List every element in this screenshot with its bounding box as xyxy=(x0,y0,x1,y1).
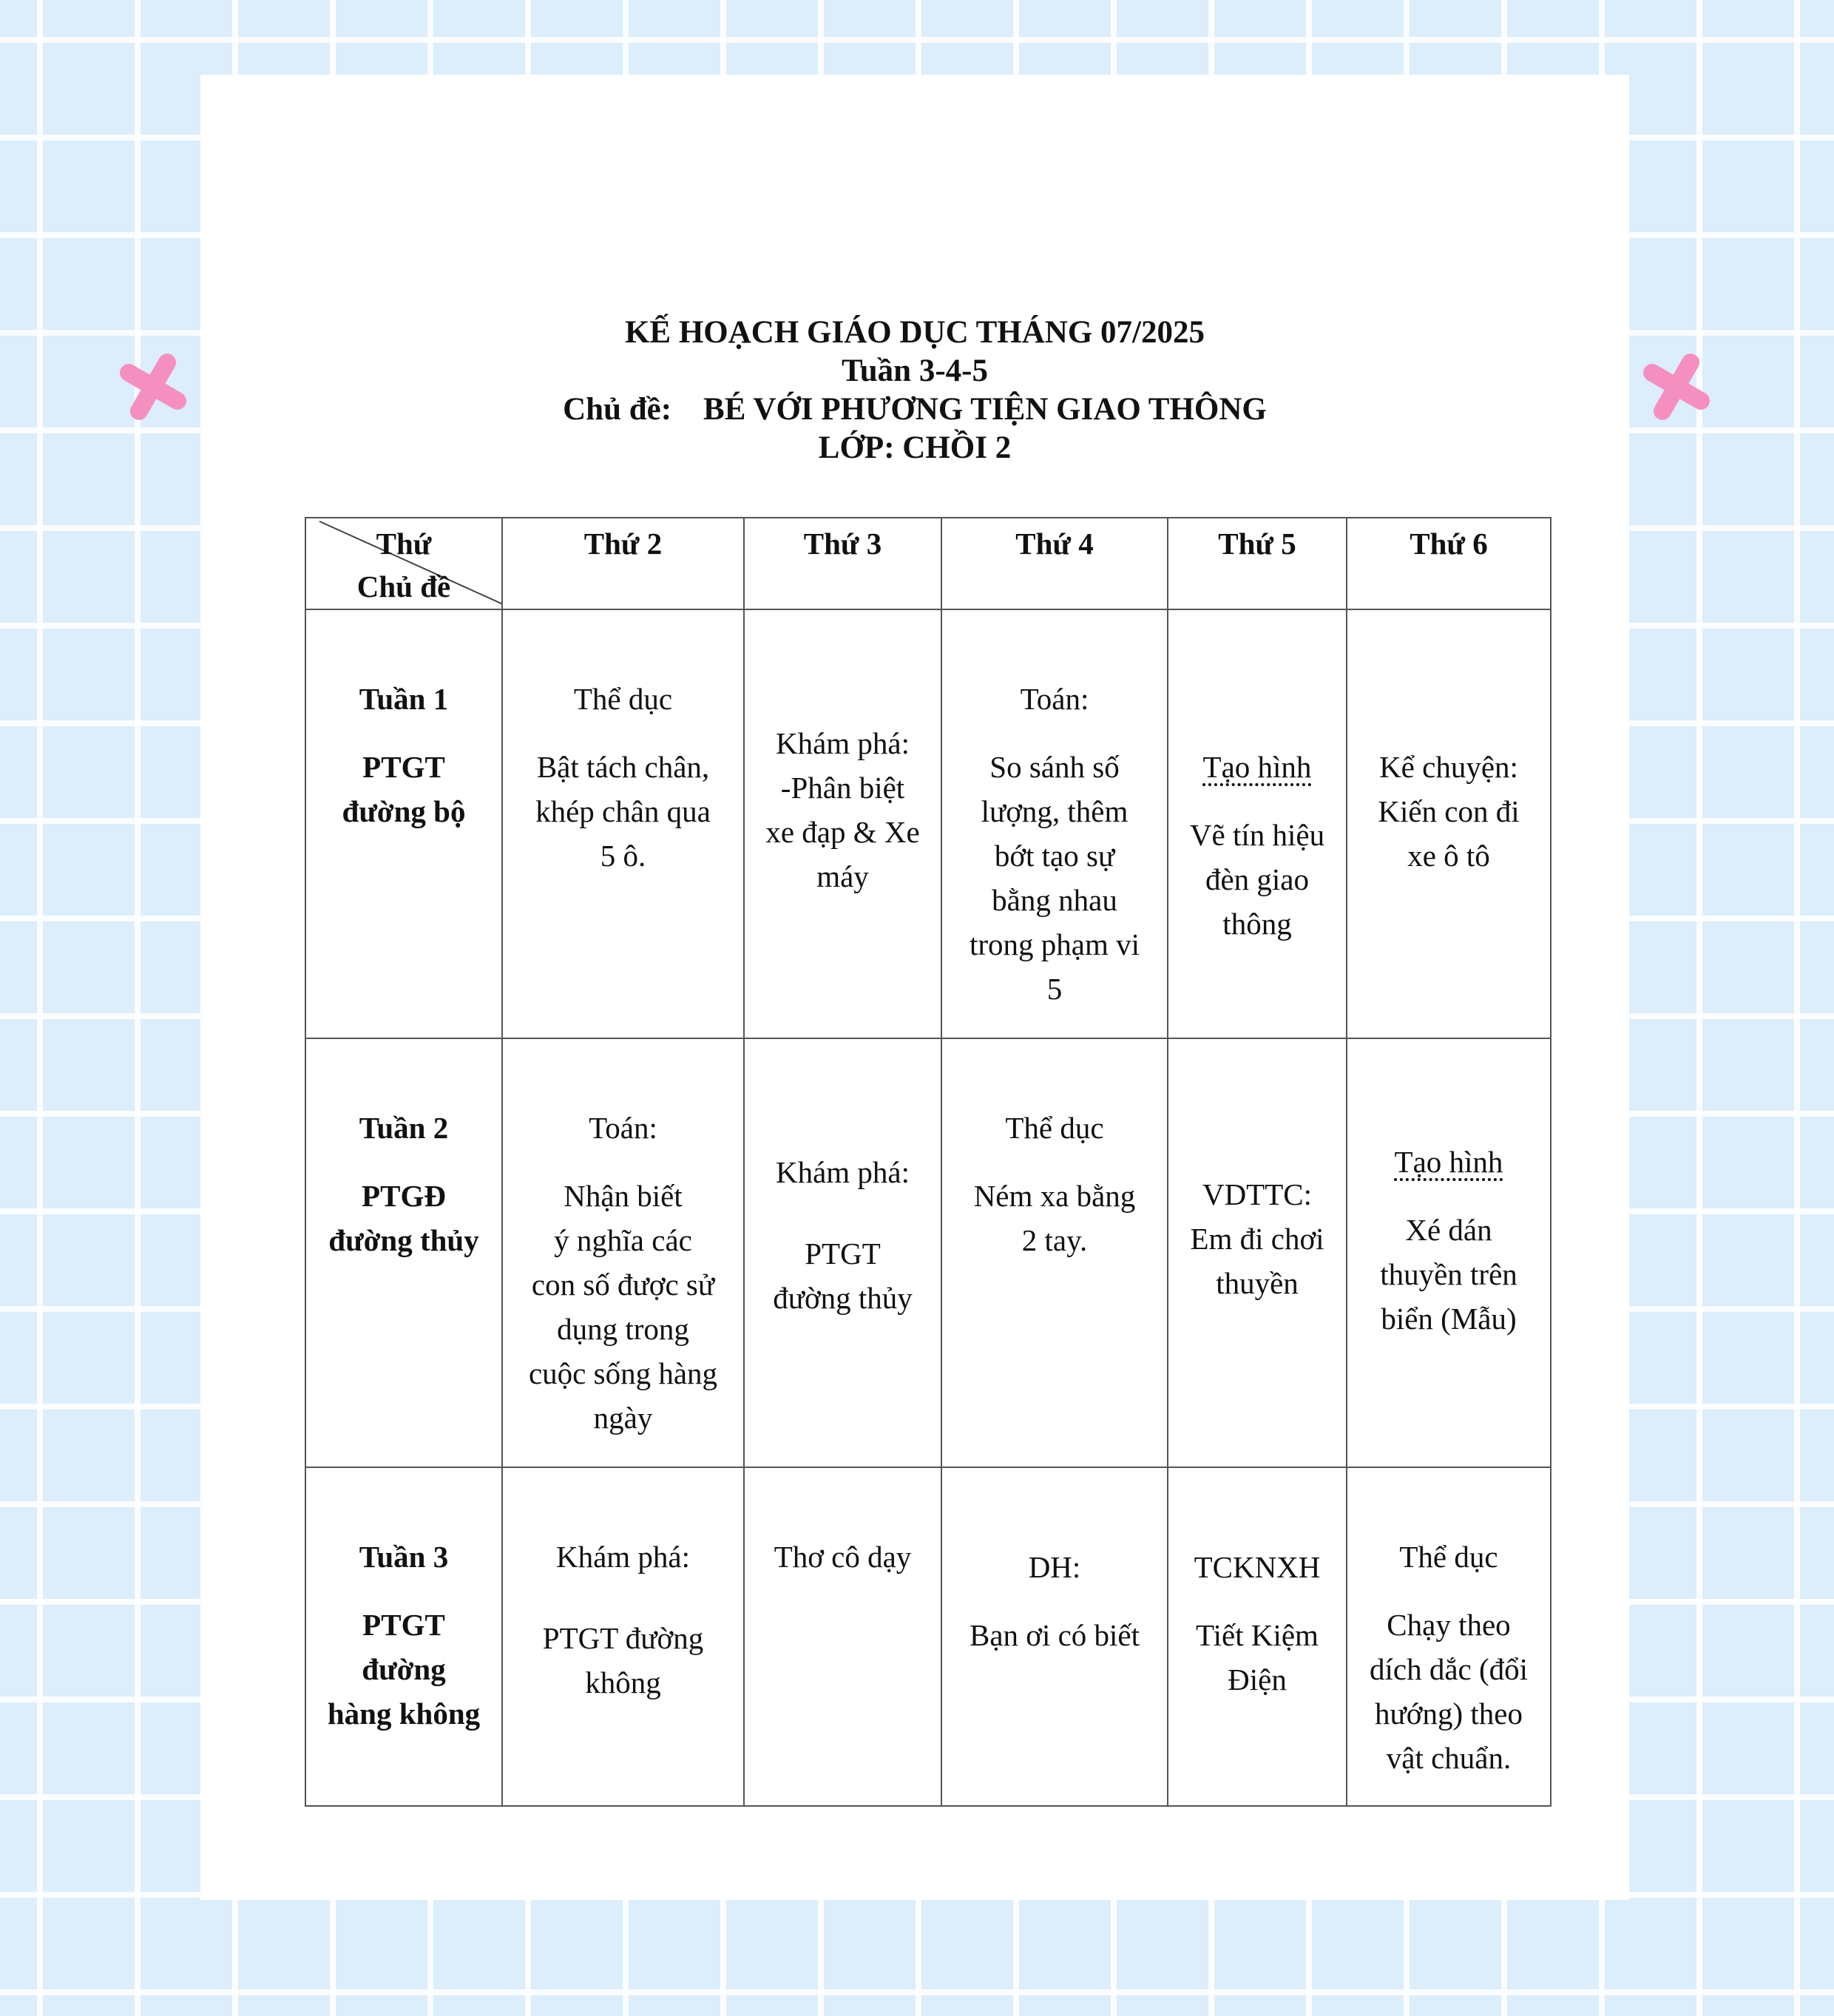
activity-type: TCKNXH xyxy=(1194,1550,1321,1584)
lesson-plan-table xyxy=(305,517,1552,1807)
activity-type: Thể dục xyxy=(1005,1111,1104,1145)
activity-type: VDTTC: xyxy=(1202,1177,1313,1211)
activity-cell xyxy=(1347,1467,1551,1806)
topic-line: đường bộ xyxy=(342,794,466,828)
activity-cell xyxy=(744,1038,941,1467)
activity-line: cuộc sống hàng xyxy=(528,1356,718,1390)
activity-line: PTGT đường xyxy=(542,1621,704,1655)
activity-line: xe đạp & Xe xyxy=(765,815,920,849)
week-topic-cell xyxy=(305,1038,502,1467)
activity-line: -Phân biệt xyxy=(780,771,905,805)
activity-line: Ném xa bằng xyxy=(973,1179,1136,1213)
table-row xyxy=(305,1038,1551,1467)
corner-label-day: Thứ xyxy=(376,527,432,561)
activity-line: con số được sử xyxy=(531,1268,715,1302)
pink-x-decoration-right xyxy=(1636,346,1717,427)
header-row xyxy=(305,518,1551,609)
pink-x-decoration-left xyxy=(112,346,194,427)
topic-line: hàng không xyxy=(327,1697,481,1731)
plan-title: KẾ HOẠCH GIÁO DỤC THÁNG 07/2025 xyxy=(624,315,1205,350)
topic-line: PTGT xyxy=(362,1608,445,1642)
activity-type: Khám phá: xyxy=(555,1540,691,1574)
activity-type: Khám phá: xyxy=(775,726,910,760)
activity-line: Bật tách chân, xyxy=(536,750,710,784)
activity-cell xyxy=(941,609,1168,1038)
day-header: Thứ 6 xyxy=(1347,518,1551,609)
week-label: Tuần 1 xyxy=(359,682,449,716)
day-header: Thứ 2 xyxy=(502,518,744,609)
activity-line: đèn giao xyxy=(1205,862,1310,896)
activity-type: Toán: xyxy=(1020,682,1089,716)
activity-type: Kể chuyện: xyxy=(1379,750,1518,784)
topic-line: đường xyxy=(362,1652,446,1686)
activity-type: Tạo hình xyxy=(1394,1145,1503,1179)
activity-cell xyxy=(1168,1467,1347,1806)
activity-type: Thể dục xyxy=(1399,1540,1498,1574)
activity-line: thuyền xyxy=(1216,1266,1299,1300)
activity-type: DH: xyxy=(1028,1550,1081,1584)
activity-cell xyxy=(744,1467,941,1806)
activity-type: Toán: xyxy=(589,1111,657,1145)
activity-line: thông xyxy=(1222,907,1292,941)
activity-line: bớt tạo sự xyxy=(994,839,1115,873)
week-label: Tuần 2 xyxy=(359,1111,449,1145)
activity-line: PTGT xyxy=(805,1237,881,1271)
activity-cell xyxy=(744,609,941,1038)
activity-line: 2 tay. xyxy=(1021,1223,1088,1257)
table-row xyxy=(305,609,1551,1038)
activity-line: không xyxy=(585,1665,661,1699)
activity-line: Em đi chơi xyxy=(1190,1222,1324,1256)
activity-line: Xé dán xyxy=(1405,1213,1492,1247)
activity-line: So sánh số xyxy=(989,750,1120,784)
activity-line: biển (Mẫu) xyxy=(1381,1302,1517,1336)
theme-line: Chủ đề: BÉ VỚI PHƯƠNG TIỆN GIAO THÔNG xyxy=(563,392,1267,427)
activity-type: Tạo hình xyxy=(1202,750,1312,784)
activity-line: 5 xyxy=(1046,972,1063,1006)
activity-line: Tiết Kiệm xyxy=(1196,1618,1319,1652)
activity-line: bằng nhau xyxy=(992,883,1117,917)
activity-type: Thơ cô dạy xyxy=(774,1540,912,1574)
class-line: LỚP: CHỒI 2 xyxy=(818,430,1012,465)
activity-line: lượng, thêm xyxy=(981,794,1129,828)
activity-line: Điện xyxy=(1228,1662,1287,1697)
activity-line: dích dắc (đổi xyxy=(1369,1652,1529,1686)
activity-line: thuyền trên xyxy=(1380,1257,1517,1291)
day-header: Thứ 4 xyxy=(941,518,1168,609)
activity-line: Chạy theo xyxy=(1387,1608,1511,1642)
week-topic-cell xyxy=(305,609,502,1038)
activity-line: trong phạm vi xyxy=(969,927,1140,961)
activity-line: vật chuẩn. xyxy=(1386,1741,1512,1775)
day-header: Thứ 3 xyxy=(744,518,941,609)
activity-line: ngày xyxy=(593,1401,653,1435)
activity-type: Thể dục xyxy=(573,682,673,716)
day-header: Thứ 5 xyxy=(1168,518,1347,609)
corner-label-topic: Chủ đề xyxy=(356,569,451,603)
document-header xyxy=(200,314,1629,467)
activity-type: Khám phá: xyxy=(775,1155,910,1189)
activity-cell xyxy=(941,1038,1168,1467)
table-row xyxy=(305,1467,1551,1806)
activity-line: ý nghĩa các xyxy=(554,1223,692,1257)
topic-line: PTGĐ xyxy=(362,1179,446,1213)
topic-line: đường thủy xyxy=(328,1223,479,1257)
corner-header-cell xyxy=(305,518,502,609)
activity-cell xyxy=(941,1467,1168,1806)
activity-line: máy xyxy=(816,859,869,893)
activity-line: hướng) theo xyxy=(1375,1697,1523,1731)
activity-cell xyxy=(502,1038,744,1467)
activity-line: Vẽ tín hiệu xyxy=(1189,818,1325,852)
activity-line: Kiến con đi xyxy=(1378,794,1520,828)
activity-line: dụng trong xyxy=(557,1312,689,1346)
activity-line: khép chân qua xyxy=(535,794,711,828)
week-topic-cell xyxy=(305,1467,502,1806)
week-label: Tuần 3 xyxy=(359,1540,449,1574)
activity-cell xyxy=(1347,609,1551,1038)
activity-line: xe ô tô xyxy=(1407,839,1490,873)
week-range: Tuần 3-4-5 xyxy=(842,354,988,388)
activity-line: Bạn ơi có biết xyxy=(969,1618,1140,1652)
topic-line: PTGT xyxy=(362,750,445,784)
activity-cell xyxy=(1347,1038,1551,1467)
activity-cell xyxy=(502,1467,744,1806)
activity-line: đường thủy xyxy=(773,1281,913,1315)
activity-line: 5 ô. xyxy=(600,839,646,873)
activity-line: Nhận biết xyxy=(564,1179,683,1213)
activity-cell xyxy=(502,609,744,1038)
activity-cell xyxy=(1168,609,1347,1038)
activity-cell xyxy=(1168,1038,1347,1467)
